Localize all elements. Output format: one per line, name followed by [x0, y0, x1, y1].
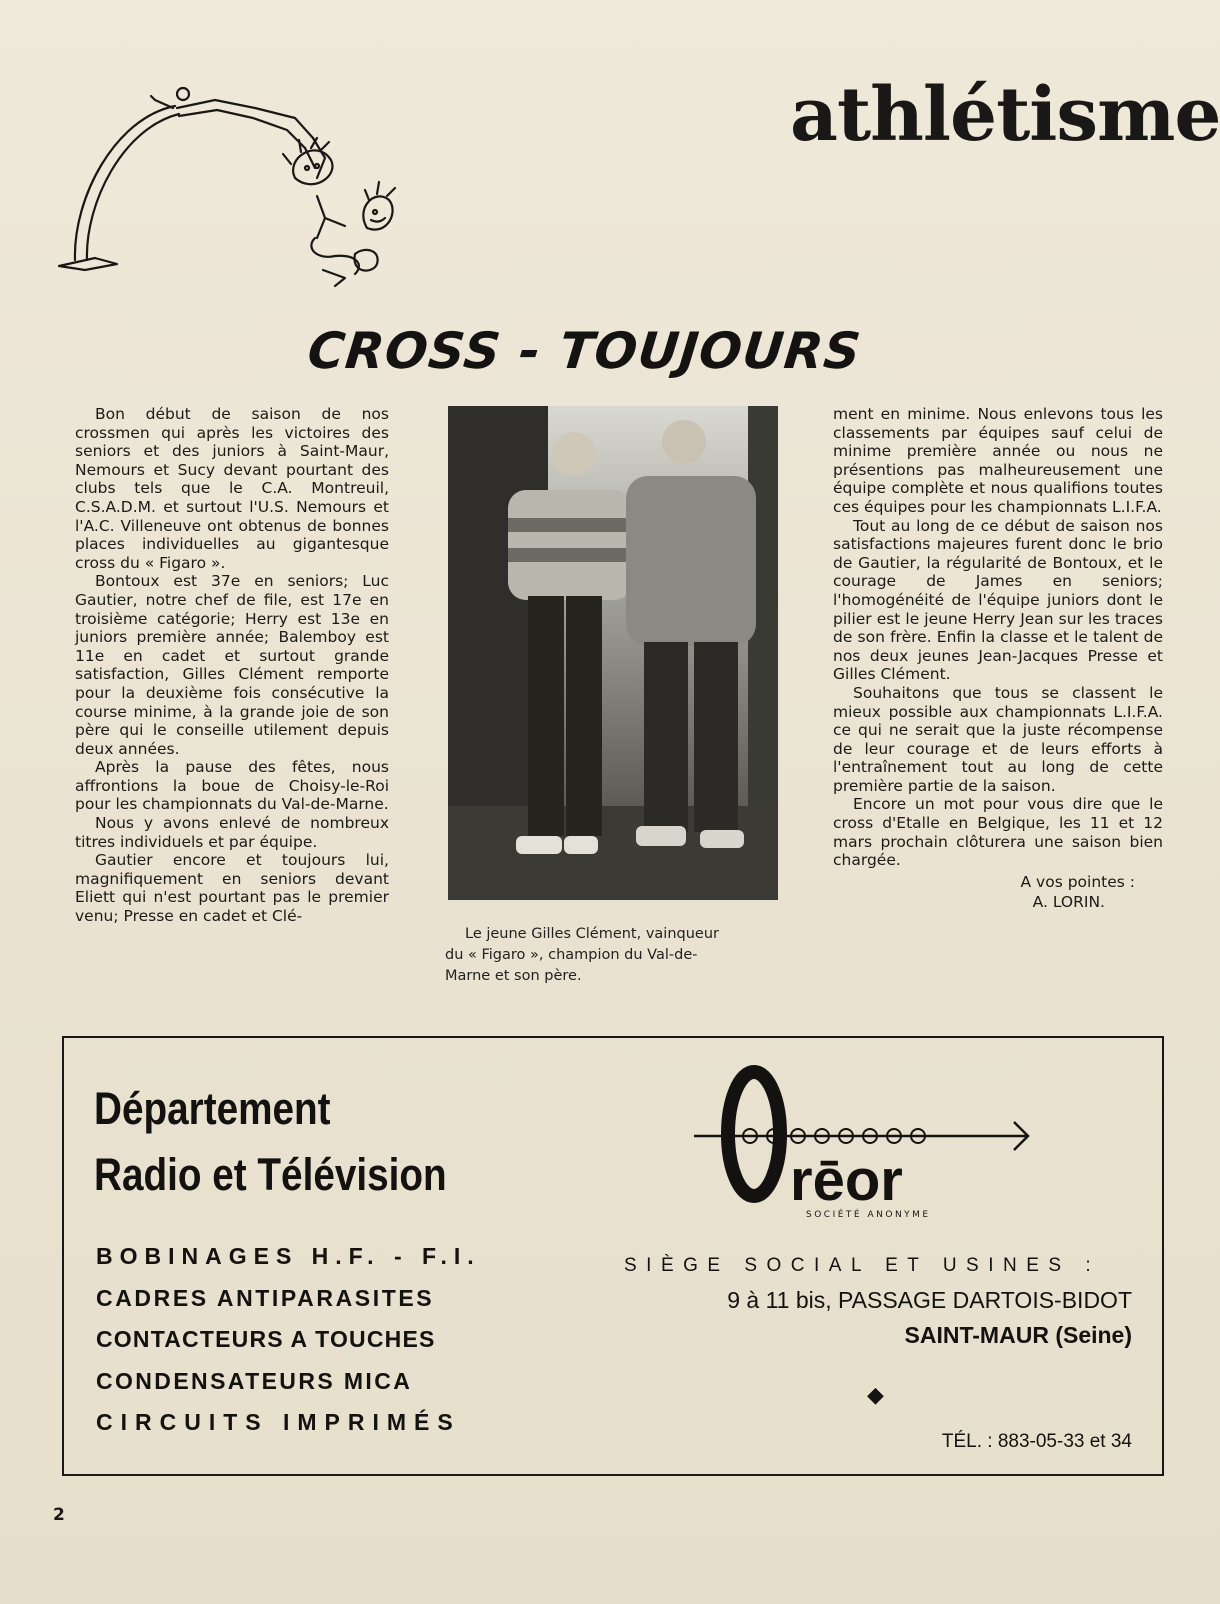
phone-number: TÉL. : 883-05-33 et 34 [941, 1431, 1132, 1452]
address-city: SAINT-MAUR (Seine) [904, 1322, 1132, 1348]
paragraph: Tout au long de ce début de saison nos satisfactions majeures furent donc le brio de Gautier, la régularité de Bontoux, et le courage de James en seniors; l'homogénéité de l'équipe juniors dont le pilier est le jeune Herry Jean sur les traces de son frère. Enfin la classe et le talent de nos deux jeunes Jean-Jacques Presse et Gilles Clément. [833, 516, 1163, 684]
high-jumper-illustration [55, 78, 405, 288]
section-title: athlétisme [790, 72, 1220, 158]
paragraph: Souhaitons que tous se classent le mieux possible aux championnats L.I.F.A. ce qui ne serait que la juste récompense de leur courage et de leurs efforts à l'entraînement tout au long de cette première partie de la saison. [833, 683, 1163, 795]
paragraph: ment en minime. Nous enlevons tous les classements par équipes sauf celui de minime première année ou nous ne présentions pas malheureusement une équipe complète et nous qualifions toutes ces équipes pour les championnats L.I.F.A. [833, 405, 1163, 516]
paragraph: Nous y avons enlevé de nombreux titres individuels et par équipe. [75, 814, 389, 851]
product-item: CADRES ANTIPARASITES [96, 1284, 435, 1311]
caption-line: Marne et son père. [445, 968, 582, 984]
product-item: BOBINAGES H.F. - F.I. [96, 1243, 481, 1269]
pole-outer [75, 106, 175, 260]
advertisement-box [62, 1036, 1164, 1476]
paragraph: Bon début de saison de nos crossmen qui après les victoires des seniors et des juniors à Saint-Maur, Nemours et Sucy devant pourtant des clubs tels que le C.A. Montreuil, C.S.A.D.M. et surtout l'U.S. Nemours et l'A.C. Villeneuve ont obtenus de bonnes places individuelles au gigantesque cross du « Figaro ». [75, 405, 389, 572]
paragraph: Après la pause des fêtes, nous affrontions la boue de Choisy-le-Roi pour les championnats du Val-de-Marne. [75, 758, 389, 814]
signature-block [833, 872, 1163, 912]
article-photo [448, 406, 778, 900]
paragraph: Bontoux est 37e en seniors; Luc Gautier, notre chef de file, est 17e en troisième catégorie; Herry est 13e en juniors première année; Balemboy est 11e en cadet et surtout grande satisfaction, Gilles Clément remporte pour la deuxième fois consécutive la course minime, à la grande joie de son père qui le conseille utilement depuis deux années. [75, 572, 389, 758]
company-address [624, 1255, 1132, 1349]
page-number: 2 [53, 1505, 65, 1525]
address-street: 9 à 11 bis, PASSAGE DARTOIS-BIDOT [727, 1287, 1132, 1313]
spectator-head [363, 196, 392, 229]
product-item: CONDENSATEURS MICA [96, 1367, 413, 1394]
article-headline: CROSS - TOUJOURS [304, 322, 865, 380]
caption-line: Le jeune Gilles Clément, vainqueur [465, 926, 719, 942]
paragraph: Encore un mot pour vous dire que le cross d'Etalle en Belgique, les 11 et 12 mars prochain clôturera une saison bien chargée. [833, 795, 1163, 870]
article-column-right [833, 405, 1163, 912]
ad-title-line: Radio et Télévision [94, 1149, 447, 1200]
head [293, 150, 332, 184]
author: A. LORIN. [1032, 892, 1105, 911]
photo-caption [445, 924, 785, 987]
product-list [96, 1236, 486, 1444]
ad-title [94, 1076, 447, 1208]
address-heading: SIÈGE SOCIAL ET USINES : [624, 1255, 1101, 1276]
diamond-icon: ◆ [867, 1383, 884, 1408]
signoff: A vos pointes : [1020, 872, 1135, 891]
oreor-logo [694, 1062, 1054, 1222]
logo-wordmark: rēor [790, 1148, 903, 1213]
ad-title-line: Département [94, 1083, 331, 1134]
caption-line: du « Figaro », champion du Val-de- [445, 947, 698, 963]
article-column-left [75, 405, 389, 926]
logo-o [728, 1072, 780, 1196]
product-item: CONTACTEURS A TOUCHES [96, 1326, 436, 1352]
company-type: SOCIÉTÉ ANONYME [806, 1210, 931, 1220]
product-item: CIRCUITS IMPRIMÉS [96, 1409, 461, 1435]
paragraph: Gautier encore et toujours lui, magnifiquement en seniors devant Eliett qui n'est pourtant pas le premier venu; Presse en cadet et Clé- [75, 851, 389, 926]
